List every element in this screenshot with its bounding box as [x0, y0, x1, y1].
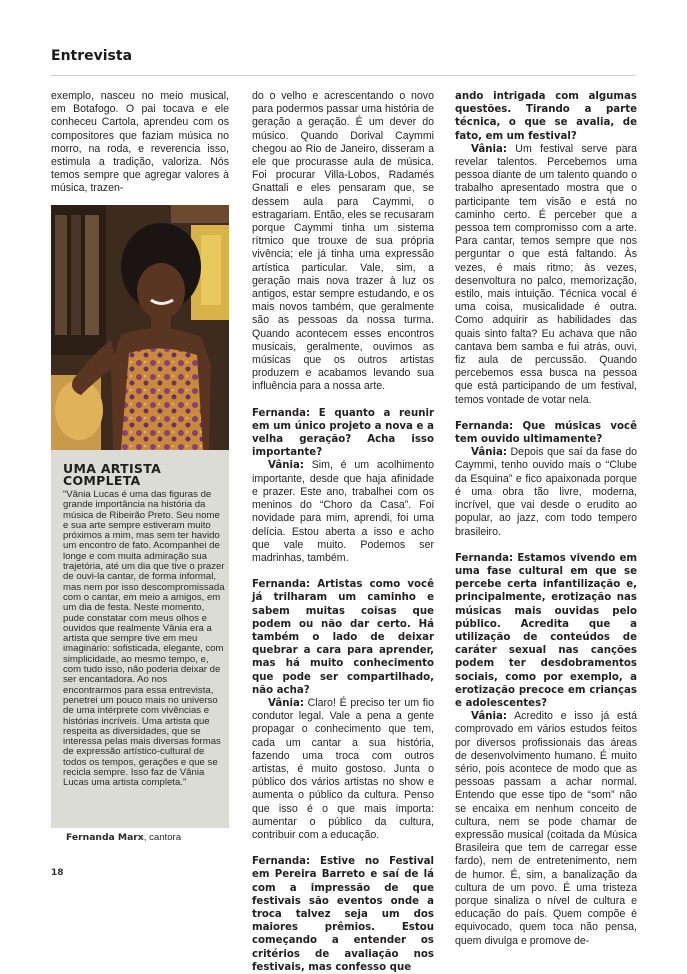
signature-name: Fernanda Marx	[66, 832, 144, 843]
signature-role: , cantora	[143, 832, 182, 843]
paragraph: do o velho e acrescentando o novo para podermos passar uma história de geração a geração. É um dever do músico. Quando Dorival Caymmi chegou ao Rio de Janeiro, disseram a ele que procurasse aula de música. Foi procurar Villa-Lobos, Radamés Gnattali e eles pensaram que, se dessem aula para Caymmi, o estragariam. Então, eles se recusaram porque Caymmi tinha um sistema rítmico que trouxe de sua própria vivência; ele já tinha uma expressão artística particular. Vale, sim, a geração mais nova trazer à luz os antigos, estar sempre estudando, e os mais novos também, que geralmente são as pessoas da nossa turma. Quando acontecem esses encontros musicais, geralmente, ouvimos as músicas que os outros artistas produzem e acabamos levando sua influência para a nossa arte.	[252, 90, 434, 393]
portrait-photo	[51, 205, 229, 450]
column-3	[455, 90, 637, 948]
singer-portrait-illustration	[51, 205, 229, 450]
question: Fernanda: Estamos vivendo em uma fase cultural em que se percebe certa infantilização e, principalmente, erotização nas músicas mais ouvidas pelo público. Acredita que a utilização de conteúdos de caráter sexual nas canções podem ter desdobramentos sociais, como por exemplo, a erotização precoce em crianças e adolescentes?	[455, 552, 637, 709]
header-divider	[51, 75, 636, 76]
question: Fernanda: Estive no Festival em Pereira Barreto e saí de lá com a impressão de que festivais são eventos onde a troca talvez seja um dos maiores prêmios. Estou começando a entender os critérios de avaliação nos festivais, mas confesso que	[252, 856, 434, 973]
answer	[455, 710, 637, 948]
question: Fernanda: Que músicas você tem ouvido ultimamente?	[455, 420, 637, 446]
speaker-label: Vânia:	[471, 447, 507, 459]
section-label: Entrevista	[51, 48, 133, 64]
paragraph: exemplo, nasceu no meio musical, em Botafogo. O pai tocava e ele conheceu Cartola, aprendeu com os compositores que faziam música no morro, na roda, e reverencia isso, estimula a tradição, valoriza. Nós temos sempre que agregar valores à música, trazen-	[51, 90, 229, 195]
speaker-label: Vânia:	[268, 460, 304, 472]
question: Fernanda: Artistas como você já trilharam um caminho e sabem muitas coisas que podem ou não dar certo. Há também o lado de deixar quebrar a cara para aprender, mas há muito conhecimento que pode ser compartilhado, não acha?	[252, 579, 434, 696]
column-1	[51, 90, 229, 196]
speaker-label: Vânia:	[268, 697, 304, 709]
answer	[455, 446, 637, 538]
answer-text: Depois que saí da fase do Caymmi, tenho ouvido mais o “Clube da Esquina” e fico apaixonada porque é uma obra tão livre, moderna, incrível, que vai desde o erudito ao popular, ao jazz, com todo tempero brasileiro.	[455, 446, 637, 538]
answer	[252, 697, 434, 842]
speaker-label: Vânia:	[471, 143, 507, 155]
question-continued: ando intrigada com algumas questões. Tirando a parte técnica, o que se avalia, de fato, em um festival?	[455, 91, 637, 142]
answer-text: Sim, é um acolhimento importante, desde que haja afinidade e prazer. Este ano, trabalhei com os meninos do “Choro da Casa”. Foi novidade para mim, aprendi, foi uma delícia. Estou aberta a isso e acho que vale muito. Podemos ser madrinhas, também.	[252, 459, 434, 564]
answer-text: Claro! É preciso ter um fio condutor legal. Vale a pena a gente propagar o conhecimento que tem, cada um cantar a sua história, fazendo uma troca com outros artistas, é muito gostoso. Junta o público dos vários artistas no show e aumenta o público da cultura. Penso que isso é o que mais importa: aumentar o público da cultura, contribuir com a educação.	[252, 696, 434, 841]
page-number: 18	[51, 868, 64, 878]
answer	[252, 459, 434, 565]
answer	[455, 143, 637, 407]
sidebar-quote: “Vânia Lucas é uma das figuras de grande importância na história da música de Ribeirão Preto. Seu nome e sua arte sempre estiveram muito próximos a mim, mas sem ter havido um encontro de fato. Acompanhei de longe e com muita admiração sua trajetória, até um dia que tive o prazer de ouvi-la cantar, de forma informal, mas nem por isso descompromissada com o cantar, em meio a amigos, em um dia de festa. Neste momento, pude constatar com meus olhos e ouvidos que realmente Vânia era a artista que sempre tive em meu imaginário: sofisticada, elegante, com simplicidade, ao mesmo tempo, e, com tudo isso, não poderia deixar de ser encantadora. Ao nos encontrarmos para essa entrevista, penetrei um pouco mais no universo de uma intérprete com vivências e histórias incríveis. Uma artista que respeita as diversidades, que se interessa pelas mais diversas formas de expressão artístico-cultural de todos os tempos, gerações e que se recicla sempre. Isso faz de Vânia Lucas uma artista completa.”	[63, 489, 225, 789]
question: Fernanda: E quanto a reunir em um único projeto a nova e a velha geração? Acha isso importante?	[252, 407, 434, 459]
sidebar-signature	[66, 832, 228, 843]
answer-text: Acredito e isso já está comprovado em vários estudos feitos por diversos profissionais das áreas de desenvolvimento humano. É muito sério, pois acontece de modo que as pessoas passam a achar normal. Entendo que esse tipo de “som” não se encaixa em nenhum conceito de cultura, nem se pode chamar de expressão musical (coitada da Música Brasileira que tem de carregar esse fardo), nem de entretenimento, nem de humor. É, sim, a banalização da cultura de um povo. É uma tristeza porque sinaliza o nível de cultura e educação do país. Quem compõe é equivocado, quem toca não pensa, quem divulga e promove de-	[455, 710, 637, 947]
speaker-label: Vânia:	[471, 711, 507, 723]
answer-text: Um festival serve para revelar talentos. Percebemos uma pessoa diante de um talento quando o trabalho apresentado mostra que o participante tem visão e está no caminho certo. É perceber que a pessoa tem compromisso com a arte. Para cantar, temos sempre que nos perguntar o que está faltando. Às vezes, é mais ritmo; às vezes, desenvoltura no palco, memorização, estilo, mais intuição. Técnica vocal é uma coisa, musicalidade é outra. Como adquirir as habilidades das quais sinto falta? Eu achava que não cantava bem samba e fui atrás, ouvi, fiz aula de percussão. Quando percebemos essa busca na pessoa que está participando de um festival, temos vontade de votar nela.	[455, 142, 637, 406]
column-2	[252, 90, 434, 974]
sidebar-title: UMA ARTISTA COMPLETA	[63, 461, 162, 488]
